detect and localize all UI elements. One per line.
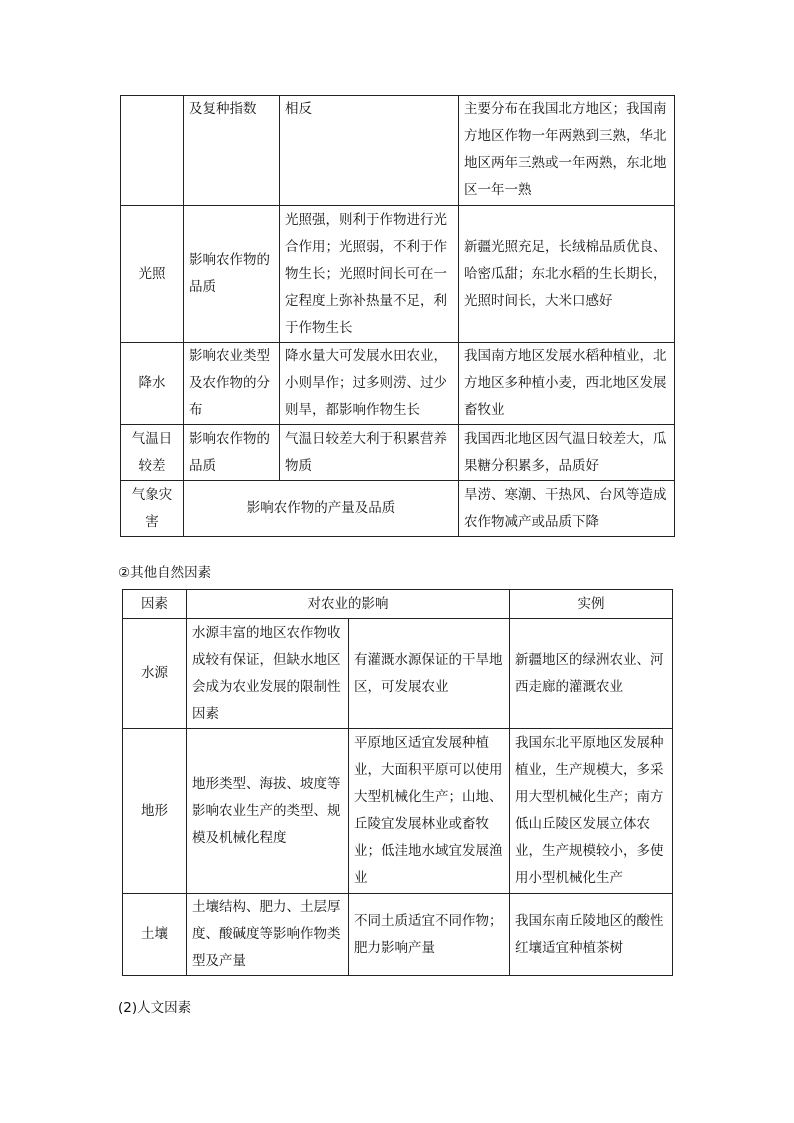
header-factor: 因素 bbox=[123, 590, 187, 619]
factor-cell: 光照 bbox=[121, 206, 184, 343]
example-cell: 旱涝、寒潮、干热风、台风等造成农作物减产或品质下降 bbox=[459, 481, 675, 537]
table-row bbox=[123, 729, 673, 894]
detail-cell: 相反 bbox=[280, 96, 459, 206]
impact-cell: 及复种指数 bbox=[184, 96, 280, 206]
example-cell: 我国东南丘陵地区的酸性红壤适宜种植茶树 bbox=[510, 894, 673, 976]
table-row bbox=[121, 343, 675, 425]
impact-detail-cell: 有灌溉水源保证的干旱地区，可发展农业 bbox=[349, 619, 510, 729]
example-cell: 我国南方地区发展水稻种植业，北方地区多种植小麦，西北地区发展畜牧业 bbox=[459, 343, 675, 425]
section-heading-other-natural-factors: ②其他自然因素 bbox=[118, 565, 212, 581]
detail-cell: 光照强，则利于作物进行光合作用；光照弱，不利于作物生长；光照时间长可在一定程度上弥补热量不足，利于作物生长 bbox=[280, 206, 459, 343]
factor-cell bbox=[121, 96, 184, 206]
example-cell: 新疆地区的绿洲农业、河西走廊的灌溉农业 bbox=[510, 619, 673, 729]
table-row bbox=[121, 206, 675, 343]
factor-cell: 气温日较差 bbox=[121, 425, 184, 481]
section-heading-human-factors: (2)人文因素 bbox=[118, 1000, 192, 1016]
example-cell: 新疆光照充足，长绒棉品质优良、哈密瓜甜；东北水稻的生长期长，光照时间长，大米口感好 bbox=[459, 206, 675, 343]
table-row bbox=[121, 425, 675, 481]
factor-cell: 气象灾害 bbox=[121, 481, 184, 537]
impact-cell: 土壤结构、肥力、土层厚度、酸碱度等影响作物类型及产量 bbox=[187, 894, 349, 976]
impact-cell: 影响农作物的品质 bbox=[184, 206, 280, 343]
impact-cell: 影响农业类型及农作物的分布 bbox=[184, 343, 280, 425]
impact-cell: 水源丰富的地区农作物收成较有保证，但缺水地区会成为农业发展的限制性因素 bbox=[187, 619, 349, 729]
detail-cell: 气温日较差大利于积累营养物质 bbox=[280, 425, 459, 481]
example-cell: 我国东北平原地区发展种植业，生产规模大，多采用大型机械化生产；南方低山丘陵区发展立体农业，生产规模较小，多使用小型机械化生产 bbox=[510, 729, 673, 894]
table-header-row bbox=[123, 590, 673, 619]
impact-merged-cell: 影响农作物的产量及品质 bbox=[184, 481, 459, 537]
other-natural-factors-table bbox=[122, 589, 673, 976]
example-cell: 主要分布在我国北方地区；我国南方地区作物一年两熟到三熟，华北地区两年三熟或一年两熟，东北地区一年一熟 bbox=[459, 96, 675, 206]
factor-cell: 地形 bbox=[123, 729, 187, 894]
impact-detail-cell: 不同土质适宜不同作物；肥力影响产量 bbox=[349, 894, 510, 976]
detail-cell: 降水量大可发展水田农业，小则旱作；过多则涝、过少则旱，都影响作物生长 bbox=[280, 343, 459, 425]
factor-cell: 降水 bbox=[121, 343, 184, 425]
impact-cell: 地形类型、海拔、坡度等影响农业生产的类型、规模及机械化程度 bbox=[187, 729, 349, 894]
climate-factors-table bbox=[120, 95, 675, 537]
example-cell: 我国西北地区因气温日较差大，瓜果糖分积累多，品质好 bbox=[459, 425, 675, 481]
table-row bbox=[121, 96, 675, 206]
header-example: 实例 bbox=[510, 590, 673, 619]
table-row bbox=[123, 619, 673, 729]
header-impact: 对农业的影响 bbox=[187, 590, 510, 619]
table-row bbox=[121, 481, 675, 537]
factor-cell: 水源 bbox=[123, 619, 187, 729]
impact-detail-cell: 平原地区适宜发展种植业，大面积平原可以使用大型机械化生产；山地、丘陵宜发展林业或畜牧业；低洼地水域宜发展渔业 bbox=[349, 729, 510, 894]
factor-cell: 土壤 bbox=[123, 894, 187, 976]
impact-cell: 影响农作物的品质 bbox=[184, 425, 280, 481]
table-row bbox=[123, 894, 673, 976]
